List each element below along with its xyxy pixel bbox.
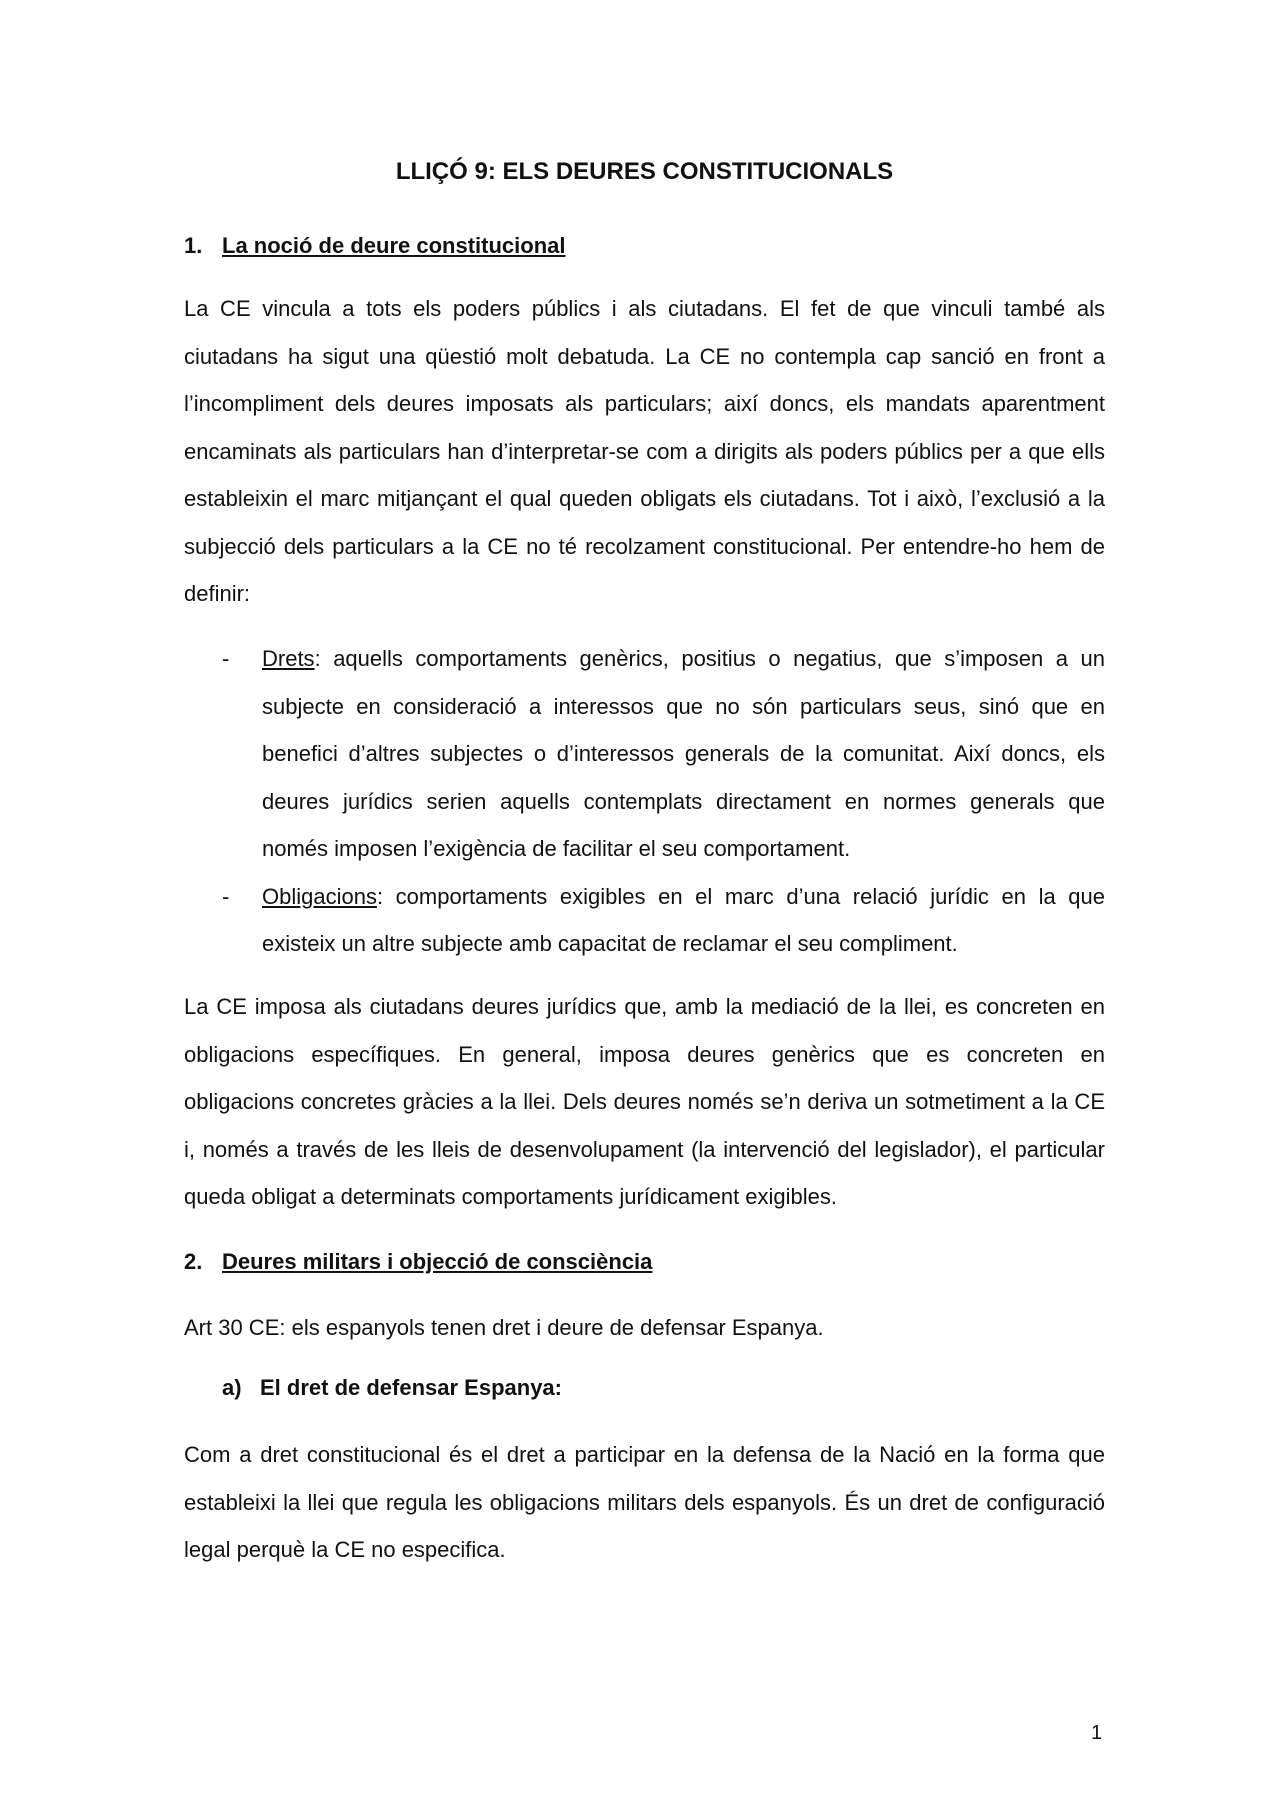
section-2-number: 2. [184, 1249, 203, 1274]
page-number: 1 [1091, 1722, 1103, 1744]
document-title: LLIÇÓ 9: ELS DEURES CONSTITUCIONALS [395, 158, 894, 185]
section-2-paragraph-1: Art 30 CE: els espanyols tenen dret i deure de defensar Espanya. [184, 1315, 824, 1340]
definition-term: Drets [262, 646, 315, 671]
section-2-paragraph-2: Com a dret constitucional és el dret a participar en la defensa de la Nació en la forma que estableixi la llei que regula les obligacions militars dels espanyols. És un dret de configuració legal perquè la CE no especifica. [184, 1442, 1105, 1562]
section-1-heading [184, 232, 566, 260]
definition-term: Obligacions [262, 883, 377, 909]
list-dash: - [222, 883, 230, 909]
section-1-paragraph-1: La CE vincula a tots els poders públics i als ciutadans. El fet de que vinculi també als ciutadans ha sigut una qüestió molt debatuda. La CE no contempla cap sanció en front a l’incompliment dels deures imposats als particulars; així doncs, els mandats aparentment encaminats als particulars han d’interpretar-se com a dirigits als poders públics per a que ells estableixin el marc mitjançant el qual queden obligats els ciutadans. Tot i això, l’exclusió a la subjecció dels particulars a la CE no té recolzament constitucional. Per entendre-ho hem de definir: [184, 296, 1105, 606]
subsection-a-heading-text: El dret de defensar Espanya: [260, 1375, 562, 1400]
subsection-a-number: a) [222, 1375, 242, 1400]
list-dash: - [222, 646, 230, 671]
section-1-number: 1. [184, 233, 203, 258]
definition-text: : comportaments exigibles en el marc d’una relació jurídic en la que existeix un altre subjecte amb capacitat de reclamar el seu compliment. [262, 883, 1105, 956]
section-1-paragraph-2: La CE imposa als ciutadans deures jurídics que, amb la mediació de la llei, es concreten en obligacions específiques. En general, imposa deures genèrics que es concreten en obligacions concretes gràcies a la llei. Dels deures només se’n deriva un sotmetiment a la CE i, només a través de les lleis de desenvolupament (la intervenció del legislador), el particular queda obligat a determinats comportaments jurídicament exigibles. [184, 994, 1105, 1209]
definition-item-obligacions [184, 873, 1105, 968]
section-2-heading-text: Deures militars i objecció de consciència [222, 1249, 653, 1274]
subsection-a-heading [222, 1374, 562, 1402]
definition-item-drets [184, 635, 1105, 873]
definition-text: : aquells comportaments genèrics, positius o negatius, que s’imposen a un subjecte en consideració a interessos que no són particulars seus, sinó que en benefici d’altres subjectes o d’interessos generals de la comunitat. Així doncs, els deures jurídics serien aquells contemplats directament en normes generals que només imposen l’exigència de facilitar el seu comportament. [262, 646, 1105, 861]
section-1-heading-text: La noció de deure constitucional [222, 233, 566, 258]
section-2-heading [184, 1248, 652, 1276]
definitions-list [184, 635, 1105, 968]
